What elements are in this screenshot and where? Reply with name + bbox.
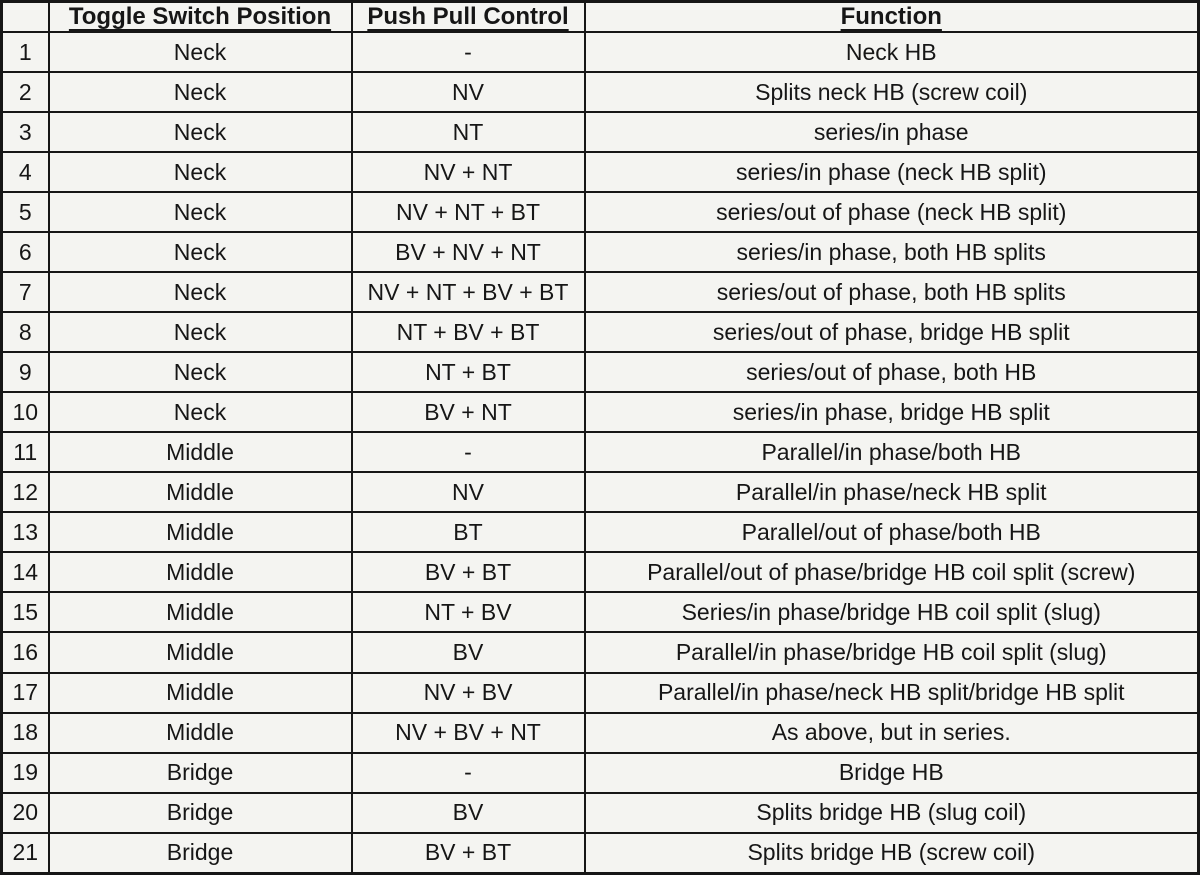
table-row <box>2 272 1199 312</box>
toggle-position-cell: Neck <box>49 192 352 232</box>
col-header-toggle-switch-position: Toggle Switch Position <box>49 2 352 33</box>
row-number-cell: 21 <box>2 833 49 874</box>
row-number-cell: 14 <box>2 552 49 592</box>
table-row <box>2 592 1199 632</box>
function-cell: Parallel/out of phase/both HB <box>585 512 1199 552</box>
row-number-cell: 11 <box>2 432 49 472</box>
push-pull-cell: BV <box>352 632 585 672</box>
push-pull-cell: NT <box>352 112 585 152</box>
toggle-position-cell: Neck <box>49 32 352 72</box>
function-cell: Splits bridge HB (screw coil) <box>585 833 1199 874</box>
row-number-cell: 16 <box>2 632 49 672</box>
toggle-position-cell: Neck <box>49 392 352 432</box>
table-row <box>2 833 1199 874</box>
toggle-position-cell: Middle <box>49 472 352 512</box>
table-row <box>2 552 1199 592</box>
row-number-cell: 9 <box>2 352 49 392</box>
function-cell: series/out of phase (neck HB split) <box>585 192 1199 232</box>
table-row <box>2 72 1199 112</box>
col-header-push-pull-control: Push Pull Control <box>352 2 585 33</box>
function-cell: Parallel/in phase/neck HB split <box>585 472 1199 512</box>
push-pull-cell: NV <box>352 472 585 512</box>
toggle-position-cell: Neck <box>49 112 352 152</box>
toggle-position-cell: Neck <box>49 352 352 392</box>
function-cell: series/in phase (neck HB split) <box>585 152 1199 192</box>
table-row <box>2 432 1199 472</box>
function-cell: Parallel/in phase/neck HB split/bridge HB split <box>585 673 1199 713</box>
table-row <box>2 352 1199 392</box>
toggle-position-cell: Neck <box>49 152 352 192</box>
function-cell: Splits bridge HB (slug coil) <box>585 793 1199 833</box>
function-cell: Neck HB <box>585 32 1199 72</box>
toggle-position-cell: Middle <box>49 552 352 592</box>
row-number-cell: 13 <box>2 512 49 552</box>
push-pull-cell: BT <box>352 512 585 552</box>
push-pull-cell: BV + BT <box>352 552 585 592</box>
row-number-cell: 7 <box>2 272 49 312</box>
toggle-position-cell: Middle <box>49 713 352 753</box>
push-pull-cell: BV + NV + NT <box>352 232 585 272</box>
row-number-cell: 6 <box>2 232 49 272</box>
table-row <box>2 472 1199 512</box>
row-number-cell: 20 <box>2 793 49 833</box>
table-body <box>2 32 1199 874</box>
toggle-position-cell: Bridge <box>49 833 352 874</box>
row-number-cell: 4 <box>2 152 49 192</box>
row-number-cell: 1 <box>2 32 49 72</box>
toggle-position-cell: Middle <box>49 592 352 632</box>
push-pull-cell: NV <box>352 72 585 112</box>
toggle-position-cell: Middle <box>49 512 352 552</box>
table-row <box>2 32 1199 72</box>
function-cell: Parallel/in phase/both HB <box>585 432 1199 472</box>
push-pull-cell: NV + BV + NT <box>352 713 585 753</box>
row-number-cell: 19 <box>2 753 49 793</box>
table-row <box>2 753 1199 793</box>
toggle-position-cell: Neck <box>49 72 352 112</box>
push-pull-cell: - <box>352 432 585 472</box>
corner-cell <box>2 2 49 33</box>
push-pull-cell: NV + BV <box>352 673 585 713</box>
row-number-cell: 3 <box>2 112 49 152</box>
row-number-cell: 2 <box>2 72 49 112</box>
push-pull-cell: BV + NT <box>352 392 585 432</box>
row-number-cell: 15 <box>2 592 49 632</box>
toggle-position-cell: Neck <box>49 232 352 272</box>
push-pull-cell: - <box>352 32 585 72</box>
function-cell: series/in phase, bridge HB split <box>585 392 1199 432</box>
push-pull-cell: BV <box>352 793 585 833</box>
toggle-position-cell: Neck <box>49 312 352 352</box>
function-cell: series/out of phase, both HB splits <box>585 272 1199 312</box>
function-cell: series/out of phase, both HB <box>585 352 1199 392</box>
col-header-function: Function <box>585 2 1199 33</box>
function-cell: Parallel/in phase/bridge HB coil split (slug) <box>585 632 1199 672</box>
push-pull-cell: NT + BT <box>352 352 585 392</box>
function-cell: Parallel/out of phase/bridge HB coil split (screw) <box>585 552 1199 592</box>
table-row <box>2 312 1199 352</box>
function-cell: series/out of phase, bridge HB split <box>585 312 1199 352</box>
push-pull-cell: NV + NT + BV + BT <box>352 272 585 312</box>
function-cell: series/in phase, both HB splits <box>585 232 1199 272</box>
header-row <box>2 2 1199 33</box>
push-pull-cell: BV + BT <box>352 833 585 874</box>
push-pull-cell: - <box>352 753 585 793</box>
row-number-cell: 18 <box>2 713 49 753</box>
table-row <box>2 632 1199 672</box>
table-row <box>2 713 1199 753</box>
toggle-position-cell: Bridge <box>49 753 352 793</box>
row-number-cell: 5 <box>2 192 49 232</box>
table-row <box>2 512 1199 552</box>
toggle-position-cell: Middle <box>49 673 352 713</box>
function-cell: Series/in phase/bridge HB coil split (slug) <box>585 592 1199 632</box>
toggle-position-cell: Neck <box>49 272 352 312</box>
toggle-position-cell: Bridge <box>49 793 352 833</box>
row-number-cell: 10 <box>2 392 49 432</box>
function-cell: Splits neck HB (screw coil) <box>585 72 1199 112</box>
table-row <box>2 673 1199 713</box>
row-number-cell: 8 <box>2 312 49 352</box>
toggle-position-cell: Middle <box>49 432 352 472</box>
function-cell: Bridge HB <box>585 753 1199 793</box>
table-row <box>2 793 1199 833</box>
push-pull-cell: NT + BV + BT <box>352 312 585 352</box>
push-pull-cell: NV + NT <box>352 152 585 192</box>
table-row <box>2 112 1199 152</box>
table-row <box>2 192 1199 232</box>
table-row <box>2 392 1199 432</box>
table-row <box>2 232 1199 272</box>
toggle-position-cell: Middle <box>49 632 352 672</box>
table-row <box>2 152 1199 192</box>
push-pull-cell: NV + NT + BT <box>352 192 585 232</box>
push-pull-cell: NT + BV <box>352 592 585 632</box>
row-number-cell: 12 <box>2 472 49 512</box>
function-cell: series/in phase <box>585 112 1199 152</box>
row-number-cell: 17 <box>2 673 49 713</box>
function-cell: As above, but in series. <box>585 713 1199 753</box>
